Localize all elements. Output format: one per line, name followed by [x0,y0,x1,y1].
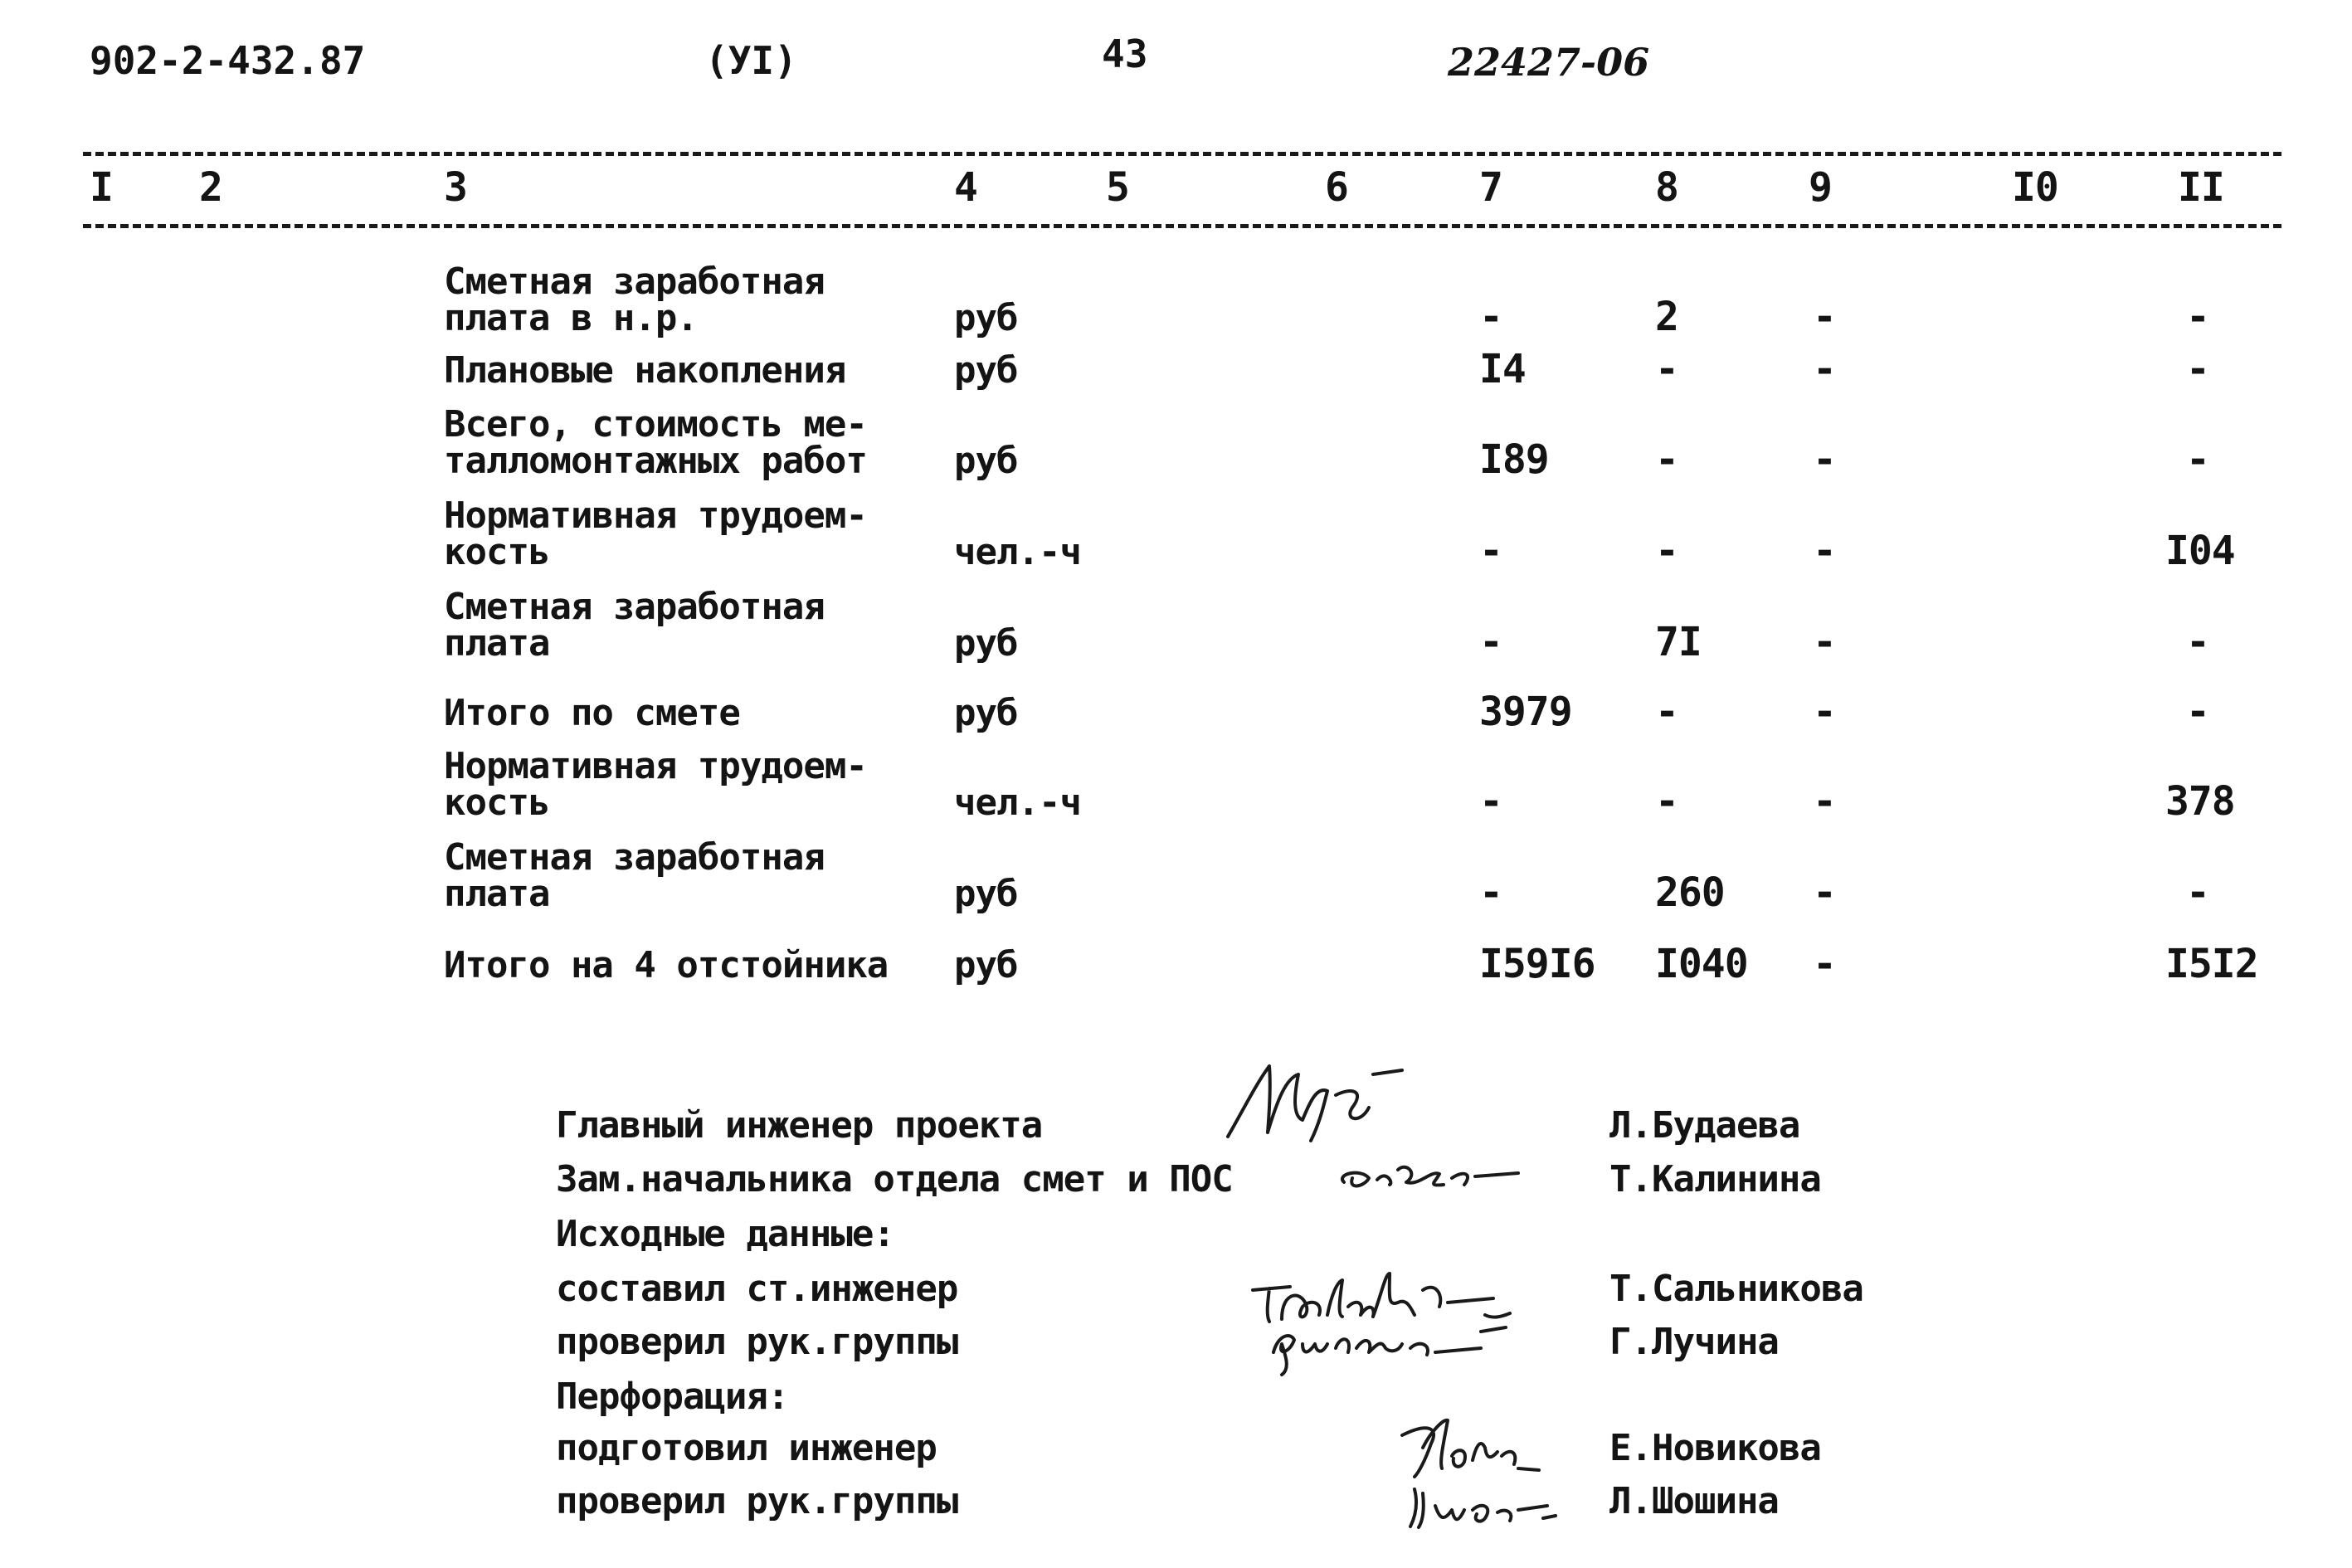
signature-role: проверил рук.группы [556,1321,958,1363]
col-header-7: 7 [1479,164,1502,211]
row-unit: чел.-ч [954,782,1081,824]
row-unit: чел.-ч [954,531,1081,573]
handwritten-signature-luchina [1257,1307,1522,1377]
row-col7: - [1479,869,1502,916]
row-label-line: талломонтажных работ [444,440,867,482]
row-col9: - [1813,346,1836,392]
col-header-8: 8 [1655,164,1678,211]
row-unit: руб [954,440,1018,482]
row-col11: - [2186,346,2209,392]
row-col9: - [1813,294,1836,340]
section-label: Исходные данные: [556,1213,894,1255]
row-label-line: плата [444,873,550,915]
row-label-line: Всего, стоимость ме- [444,403,867,446]
row-col7: - [1479,619,1502,665]
col-header-2: 2 [199,164,222,211]
row-col9: - [1813,619,1836,665]
signature-role: проверил рук.группы [556,1480,958,1522]
col-header-10: I0 [2012,164,2058,211]
row-col9: - [1813,941,1836,987]
row-col9: - [1813,436,1836,483]
header-rule-top [83,152,2281,156]
registration-number: 22427-06 [1448,40,1650,85]
signature-role: Главный инженер проекта [556,1104,1043,1147]
page-number: 43 [1102,32,1148,76]
row-label-line: кость [444,782,550,824]
row-col9: - [1813,528,1836,574]
row-col11: - [2186,689,2209,735]
col-header-4: 4 [954,164,977,211]
row-col7: 3979 [1479,689,1572,735]
row-unit: руб [954,873,1018,915]
doc-number: 902-2-432.87 [90,38,366,83]
signature-name: Т.Калинина [1609,1158,1821,1200]
section-label: Перфорация: [556,1376,789,1418]
signature-name: Т.Сальникова [1609,1268,1863,1310]
row-col8: I040 [1655,941,1748,987]
row-col7: - [1479,778,1502,825]
row-unit: руб [954,944,1018,986]
handwritten-signature-kalinina [1327,1145,1527,1203]
row-col7: I4 [1479,346,1526,392]
row-label-line: Нормативная трудоем- [444,494,867,537]
row-col11: I5I2 [2165,941,2258,987]
header-rule-bottom [83,224,2281,228]
row-col11: - [2186,436,2209,483]
row-col11: - [2186,869,2209,916]
row-unit: руб [954,349,1018,392]
row-col7: I89 [1479,436,1549,483]
row-col8: - [1655,778,1678,825]
row-label-line: Итого по смете [444,692,740,734]
row-label-line: Сметная заработная [444,586,825,628]
row-col7: - [1479,294,1502,340]
row-col9: - [1813,689,1836,735]
row-label-line: Сметная заработная [444,836,825,879]
row-col8: 2 [1655,294,1678,340]
col-header-6: 6 [1325,164,1348,211]
row-label-line: Сметная заработная [444,261,825,303]
row-label-line: Нормативная трудоем- [444,745,867,787]
row-label-line: Итого на 4 отстойника [444,944,889,986]
row-label-line: плата в н.р. [444,297,698,339]
handwritten-signature-novikova [1394,1410,1560,1481]
row-col8: 7I [1655,619,1702,665]
signature-name: Л.Шошина [1609,1480,1779,1522]
signature-name: Л.Будаева [1609,1104,1800,1147]
row-unit: руб [954,622,1018,665]
signature-name: Е.Новикова [1609,1427,1821,1469]
col-header-1: I [90,164,113,211]
row-col8: 260 [1655,869,1725,916]
signature-role: составил ст.инженер [556,1268,958,1310]
row-col11: 378 [2165,778,2235,825]
signature-role: подготовил инженер [556,1427,937,1469]
row-label-line: плата [444,622,550,665]
handwritten-signature-budaeva [1220,1049,1410,1149]
section-code: (УI) [705,38,797,83]
row-col8: - [1655,528,1678,574]
row-col8: - [1655,436,1678,483]
col-header-9: 9 [1809,164,1832,211]
row-col9: - [1813,869,1836,916]
row-col11: - [2186,619,2209,665]
row-col9: - [1813,778,1836,825]
row-col8: - [1655,346,1678,392]
col-header-11: II [2178,164,2224,211]
col-header-5: 5 [1106,164,1129,211]
row-col8: - [1655,689,1678,735]
row-unit: руб [954,297,1018,339]
row-col11: - [2186,294,2209,340]
handwritten-signature-shoshina [1398,1473,1564,1531]
signature-name: Г.Лучина [1609,1321,1779,1363]
row-label-line: кость [444,531,550,573]
row-label-line: Плановые накопления [444,349,846,392]
col-header-3: 3 [444,164,467,211]
signature-role: Зам.начальника отдела смет и ПОС [556,1158,1233,1200]
row-col11: I04 [2165,528,2235,574]
row-col7: - [1479,528,1502,574]
row-col7: I59I6 [1479,941,1595,987]
row-unit: руб [954,692,1018,734]
